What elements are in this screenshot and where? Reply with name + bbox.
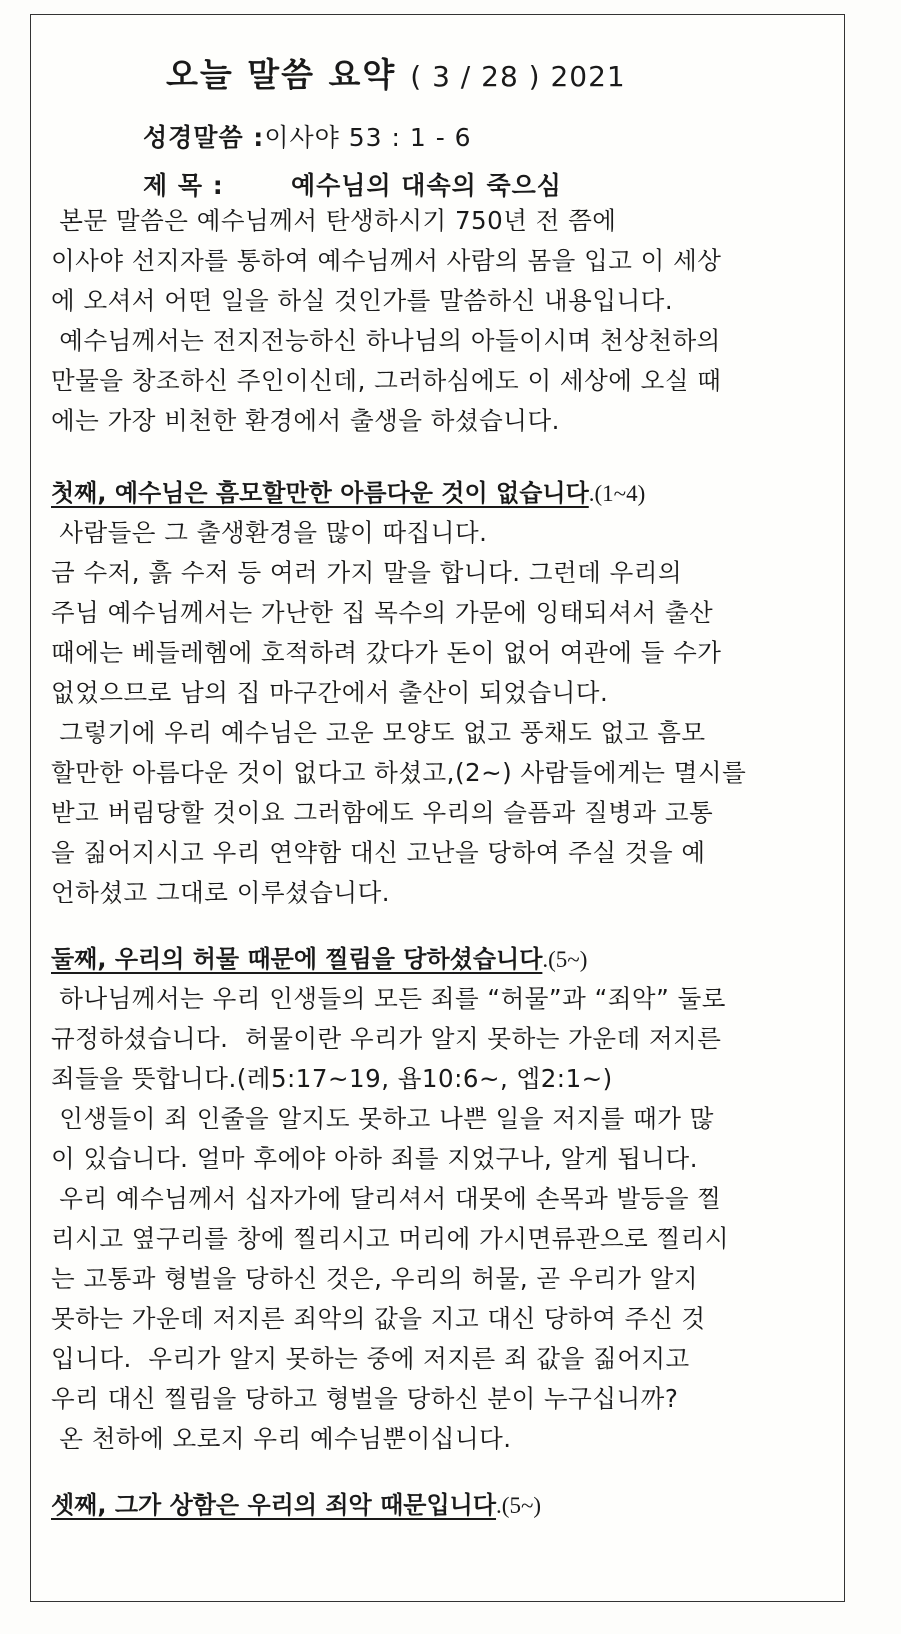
- section-heading-ref: .(5~): [496, 1493, 542, 1518]
- section-heading-text: 셋째, 그가 상함은 우리의 죄악 때문입니다: [51, 1491, 497, 1519]
- subject-value: 예수님의 대속의 죽으심: [291, 171, 562, 200]
- paragraph-line: 을 짊어지시고 우리 연약함 대신 고난을 당하여 주실 것을 예: [51, 838, 706, 867]
- paragraph-line: 때에는 베들레헴에 호적하려 갔다가 돈이 없어 여관에 들 수가: [51, 638, 722, 667]
- paragraph-line: 우리 대신 찔림을 당하고 형벌을 당하신 분이 누구십니까?: [51, 1384, 679, 1413]
- paragraph-line: 주님 예수님께서는 가난한 집 목수의 가문에 잉태되셔서 출산: [51, 598, 714, 627]
- paragraph-line: 없었으므로 남의 집 마구간에서 출산이 되었습니다.: [51, 678, 609, 707]
- intro-line: 만물을 창조하신 주인이신데, 그러하심에도 이 세상에 오실 때: [51, 366, 722, 395]
- intro-line: 이사야 선지자를 통하여 예수님께서 사람의 몸을 입고 이 세상: [51, 246, 722, 275]
- paragraph-line: 입니다. 우리가 알지 못하는 중에 저지른 죄 값을 짊어지고: [51, 1344, 690, 1373]
- scripture-label: 성경말씀 :: [143, 123, 265, 152]
- page-title: [166, 49, 626, 96]
- section-heading: [51, 473, 841, 513]
- paragraph-line: 할만한 아름다운 것이 없다고 하셨고,(2~) 사람들에게는 멸시를: [51, 758, 747, 787]
- paragraph-line: 받고 버림당할 것이요 그러함에도 우리의 슬픔과 질병과 고통: [51, 798, 714, 827]
- scripture-value: 이사야 53 : 1 - 6: [264, 123, 472, 152]
- paragraph-line: 는 고통과 형벌을 당하신 것은, 우리의 허물, 곧 우리가 알지: [51, 1264, 699, 1293]
- intro-line: 본문 말씀은 예수님께서 탄생하시기 750년 전 쯤에: [51, 206, 617, 235]
- document-sheet: [30, 14, 845, 1602]
- title-text: 오늘 말씀 요약: [166, 55, 397, 94]
- intro-line: 에는 가장 비천한 환경에서 출생을 하셨습니다.: [51, 406, 560, 435]
- intro-line: 에 오셔서 어떤 일을 하실 것인가를 말씀하신 내용입니다.: [51, 286, 674, 315]
- paragraph-line: 이 있습니다. 얼마 후에야 아하 죄를 지었구나, 알게 됩니다.: [51, 1144, 699, 1173]
- paragraph-line: 그렇기에 우리 예수님은 고운 모양도 없고 풍채도 없고 흠모: [51, 718, 706, 747]
- section-heading-ref: .(5~): [542, 947, 588, 972]
- paragraph-line: 사람들은 그 출생환경을 많이 따집니다.: [51, 518, 488, 547]
- section-heading: [51, 939, 841, 979]
- paragraph-line: 죄들을 뜻합니다.(레5:17~19, 욥10:6~, 엡2:1~): [51, 1064, 613, 1093]
- paragraph-line: 규정하셨습니다. 허물이란 우리가 알지 못하는 가운데 저지른: [51, 1024, 722, 1053]
- paragraph-line: 온 천하에 오로지 우리 예수님뿐이십니다.: [51, 1424, 512, 1453]
- subject-label: 제 목 :: [143, 171, 224, 200]
- section-heading-ref: .(1~4): [588, 481, 646, 506]
- intro-line: 예수님께서는 전지전능하신 하나님의 아들이시며 천상천하의: [51, 326, 721, 355]
- scripture-reference: [143, 118, 472, 154]
- paragraph-line: 하나님께서는 우리 인생들의 모든 죄를 “허물”과 “죄악” 둘로: [51, 984, 726, 1013]
- paragraph-line: 못하는 가운데 저지른 죄악의 값을 지고 대신 당하여 주신 것: [51, 1304, 706, 1333]
- section-heading-text: 첫째, 예수님은 흠모할만한 아름다운 것이 없습니다: [51, 479, 589, 507]
- document-body: [51, 201, 841, 1525]
- section-heading: [51, 1485, 841, 1525]
- section-heading-text: 둘째, 우리의 허물 때문에 찔림을 당하셨습니다: [51, 945, 543, 973]
- title-date: ( 3 / 28 ) 2021: [410, 60, 626, 93]
- sermon-subject: [143, 166, 562, 202]
- paragraph-line: 리시고 옆구리를 창에 찔리시고 머리에 가시면류관으로 찔리시: [51, 1224, 730, 1253]
- paragraph-line: 금 수저, 흙 수저 등 여러 가지 말을 합니다. 그런데 우리의: [51, 558, 683, 587]
- paragraph-line: 인생들이 죄 인줄을 알지도 못하고 나쁜 일을 저지를 때가 많: [51, 1104, 714, 1133]
- paragraph-line: 우리 예수님께서 십자가에 달리셔서 대못에 손목과 발등을 찔: [51, 1184, 722, 1213]
- paragraph-line: 언하셨고 그대로 이루셨습니다.: [51, 878, 391, 907]
